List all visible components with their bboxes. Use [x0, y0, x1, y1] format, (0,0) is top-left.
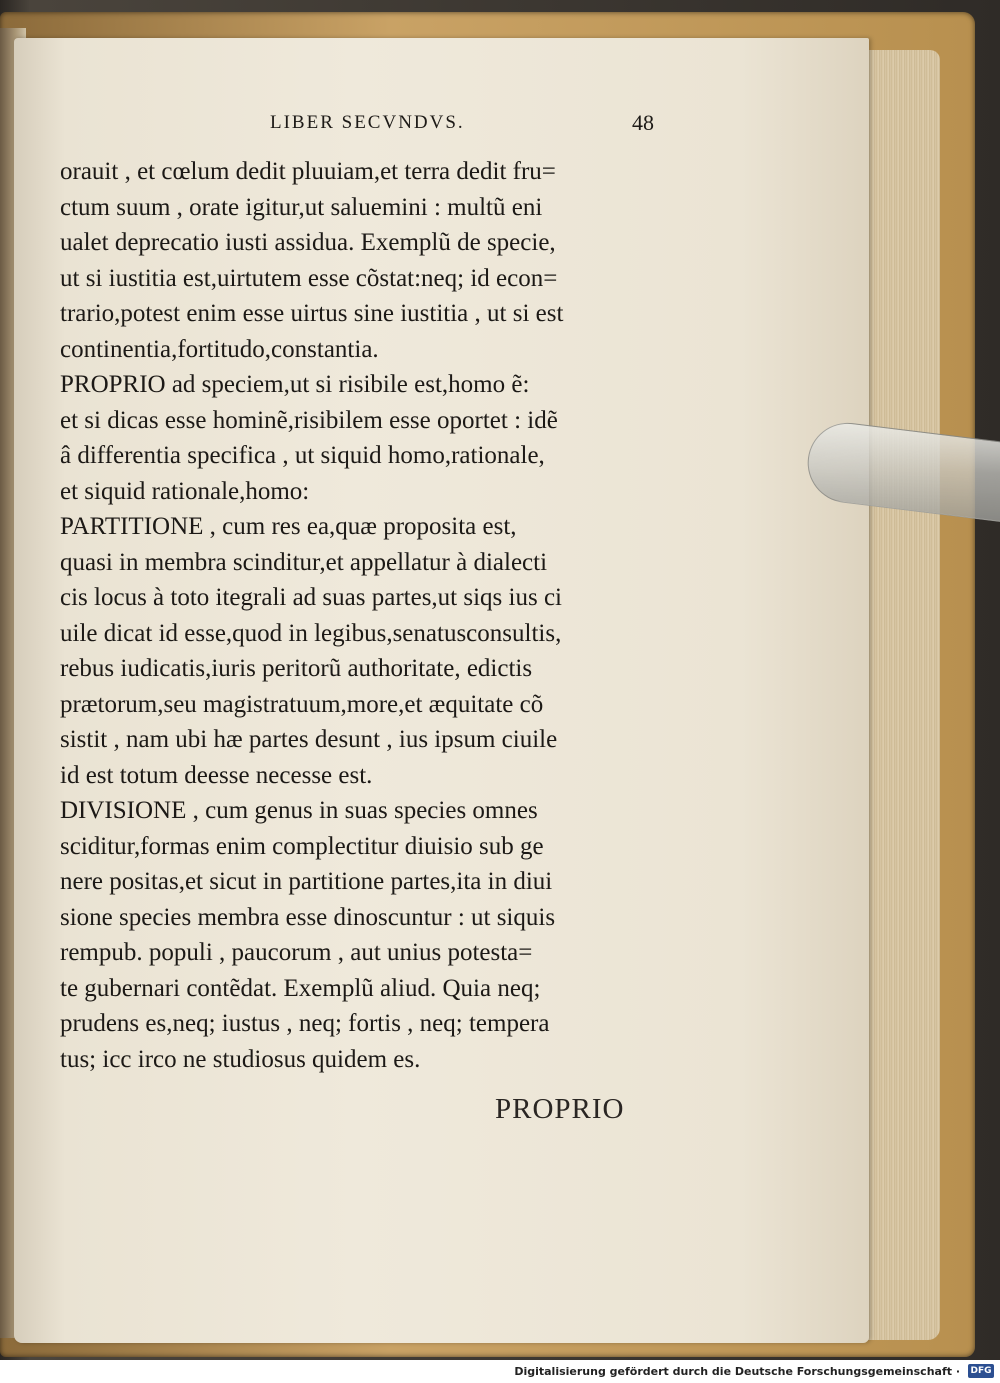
text-line: continentia,fortitudo,constantia. — [60, 335, 379, 363]
text-line: prætorum,seu magistratuum,more,et æquitate cõ — [60, 690, 544, 718]
text-line: sciditur,formas enim complectitur diuisio sub ge — [60, 832, 544, 860]
text-line: nere positas,et sicut in partitione partes,ita in diui — [60, 868, 553, 895]
text-line: PROPRIO ad speciem,ut si risibile est,homo ẽ: — [60, 371, 530, 398]
text-line: tus; icc irco ne studiosus quidem es. — [60, 1045, 421, 1073]
text-line: id est totum deesse necesse est. — [60, 761, 373, 789]
running-header — [270, 112, 670, 142]
text-line: et siquid rationale,homo: — [60, 477, 310, 505]
page-edges — [860, 50, 940, 1340]
running-title: LIBER SECVNDVS. — [270, 112, 465, 133]
text-line: ualet deprecatio iusti assidua. Exemplũ de specie, — [60, 229, 556, 256]
text-line: DIVISIONE , cum genus in suas species omnes — [60, 797, 538, 824]
text-line: sistit , nam ubi hæ partes desunt , ius ipsum ciuile — [60, 726, 558, 753]
text-line: ut si iustitia est,uirtutem esse cõstat:neq; id econ= — [60, 264, 558, 292]
body-text — [60, 154, 675, 1077]
dfg-logo: DFG — [968, 1364, 994, 1378]
text-line: PARTITIONE , cum res ea,quæ proposita est, — [60, 513, 517, 540]
text-line: quasi in membra scinditur,et appellatur à dialecti — [60, 548, 548, 576]
text-line: orauit , et cœlum dedit pluuiam,et terra dedit fru= — [60, 158, 556, 185]
text-line: uile dicat id esse,quod in legibus,senatusconsultis, — [60, 619, 562, 647]
digitization-footer — [0, 1360, 1000, 1383]
text-line: ctum suum , orate igitur,ut saluemini : multũ eni — [60, 193, 543, 221]
text-line: rebus iudicatis,iuris peritorũ authoritate, edictis — [60, 655, 533, 682]
text-line: rempub. populi , paucorum , aut unius potesta= — [60, 939, 533, 966]
text-line: te gubernari contẽdat. Exemplũ aliud. Quia neq; — [60, 974, 541, 1002]
text-line: trario,potest enim esse uirtus sine iustitia , ut si est — [60, 300, 564, 327]
text-line: â differentia specifica , ut siquid homo,rationale, — [60, 442, 545, 469]
text-line: sione species membra esse dinoscuntur : ut siquis — [60, 903, 556, 931]
text-line: cis locus à toto itegrali ad suas partes,ut siqs ius ci — [60, 584, 562, 611]
catchword: PROPRIO — [495, 1093, 625, 1125]
text-line: et si dicas esse hominẽ,risibilem esse oportet : idẽ — [60, 406, 558, 434]
funding-credit: Digitalisierung gefördert durch die Deutsche Forschungsgemeinschaft · — [514, 1365, 960, 1378]
text-line: prudens es,neq; iustus , neq; fortis , neq; tempera — [60, 1010, 550, 1037]
page-number: 48 — [632, 110, 654, 135]
